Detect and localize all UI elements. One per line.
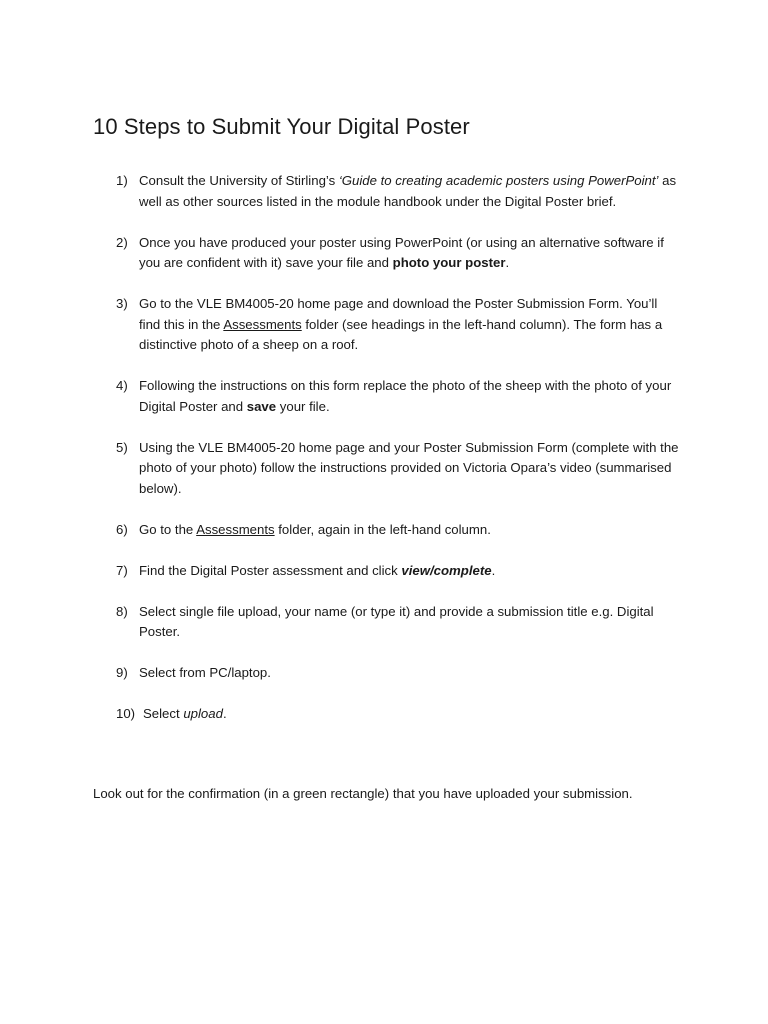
step-number: 7): [116, 562, 128, 578]
assessments-folder-underline: Assessments: [223, 316, 302, 332]
upload-italic: upload: [183, 706, 223, 721]
page-title: 10 Steps to Submit Your Digital Poster: [93, 114, 470, 139]
step-text-continued: .: [222, 706, 227, 721]
list-item-step-10: [0, 704, 768, 725]
step-number: 6): [116, 521, 128, 537]
steps-list: [0, 171, 768, 745]
step-text: Select from PC/laptop.: [139, 665, 271, 680]
step-number: 9): [116, 665, 128, 680]
step-text-continued: your file.: [276, 398, 330, 414]
list-item-step-7: [0, 561, 768, 582]
step-text: Using the VLE BM4005-20 home page and your Poster Submission Form (complete with the photo of your photo) follow the instructions provided on Victoria Opara’s video (summarised below).: [139, 439, 679, 496]
step-text: Once you have produced your poster using PowerPoint (or using an alternative software if you are confident with it) save your file and: [139, 234, 664, 270]
step-text: Select: [143, 706, 184, 721]
step-text-continued: as well as other sources listed in the module handbook under the Digital Poster brief.: [139, 173, 677, 209]
step-text-continued: folder (see headings in the left-hand column). The form has a distinctive photo of a sheep on a roof.: [139, 316, 663, 352]
list-item-step-9: [0, 663, 768, 684]
step-text: Select single file upload, your name (or type it) and provide a submission title e.g. Digital Poster.: [139, 603, 654, 639]
view-complete-bold-italic: view/complete: [401, 562, 492, 578]
step-text: Consult the University of Stirling’s: [139, 173, 339, 188]
step-text: Go to the VLE BM4005-20 home page and download the Poster Submission Form. You’ll find this in the: [139, 296, 658, 332]
step-emphasis-bold: save: [246, 398, 277, 414]
step-number: 5): [116, 439, 128, 455]
step-text: Following the instructions on this form replace the photo of the sheep with the photo of your Digital Poster and: [139, 378, 672, 414]
step-number: 8): [116, 603, 128, 619]
step-number: 4): [116, 378, 128, 393]
step-number: 3): [116, 296, 128, 311]
list-item-step-5: [0, 438, 768, 500]
assessments-folder-underline: Assessments: [196, 521, 275, 537]
step-number: 2): [116, 234, 128, 250]
list-item-step-3: [0, 294, 768, 356]
confirmation-note: Look out for the confirmation (in a green rectangle) that you have uploaded your submission.: [93, 786, 633, 801]
step-text-continued: .: [505, 255, 510, 270]
list-item-step-8: [0, 602, 768, 643]
list-item-step-1: [0, 171, 768, 212]
step-text-continued: folder, again in the left-hand column.: [274, 521, 491, 537]
step-text-continued: .: [491, 562, 496, 578]
step-text: Go to the: [139, 521, 197, 537]
step-text: Find the Digital Poster assessment and click: [139, 562, 402, 578]
list-item-step-6: [0, 520, 768, 541]
list-item-step-4: [0, 376, 768, 417]
guide-title-italic: ‘Guide to creating academic posters using PowerPoint’: [338, 173, 659, 188]
step-number: 10): [116, 706, 136, 721]
step-number: 1): [116, 173, 128, 188]
list-item-step-2: [0, 233, 768, 274]
step-emphasis-bold: photo your poster: [392, 255, 506, 270]
